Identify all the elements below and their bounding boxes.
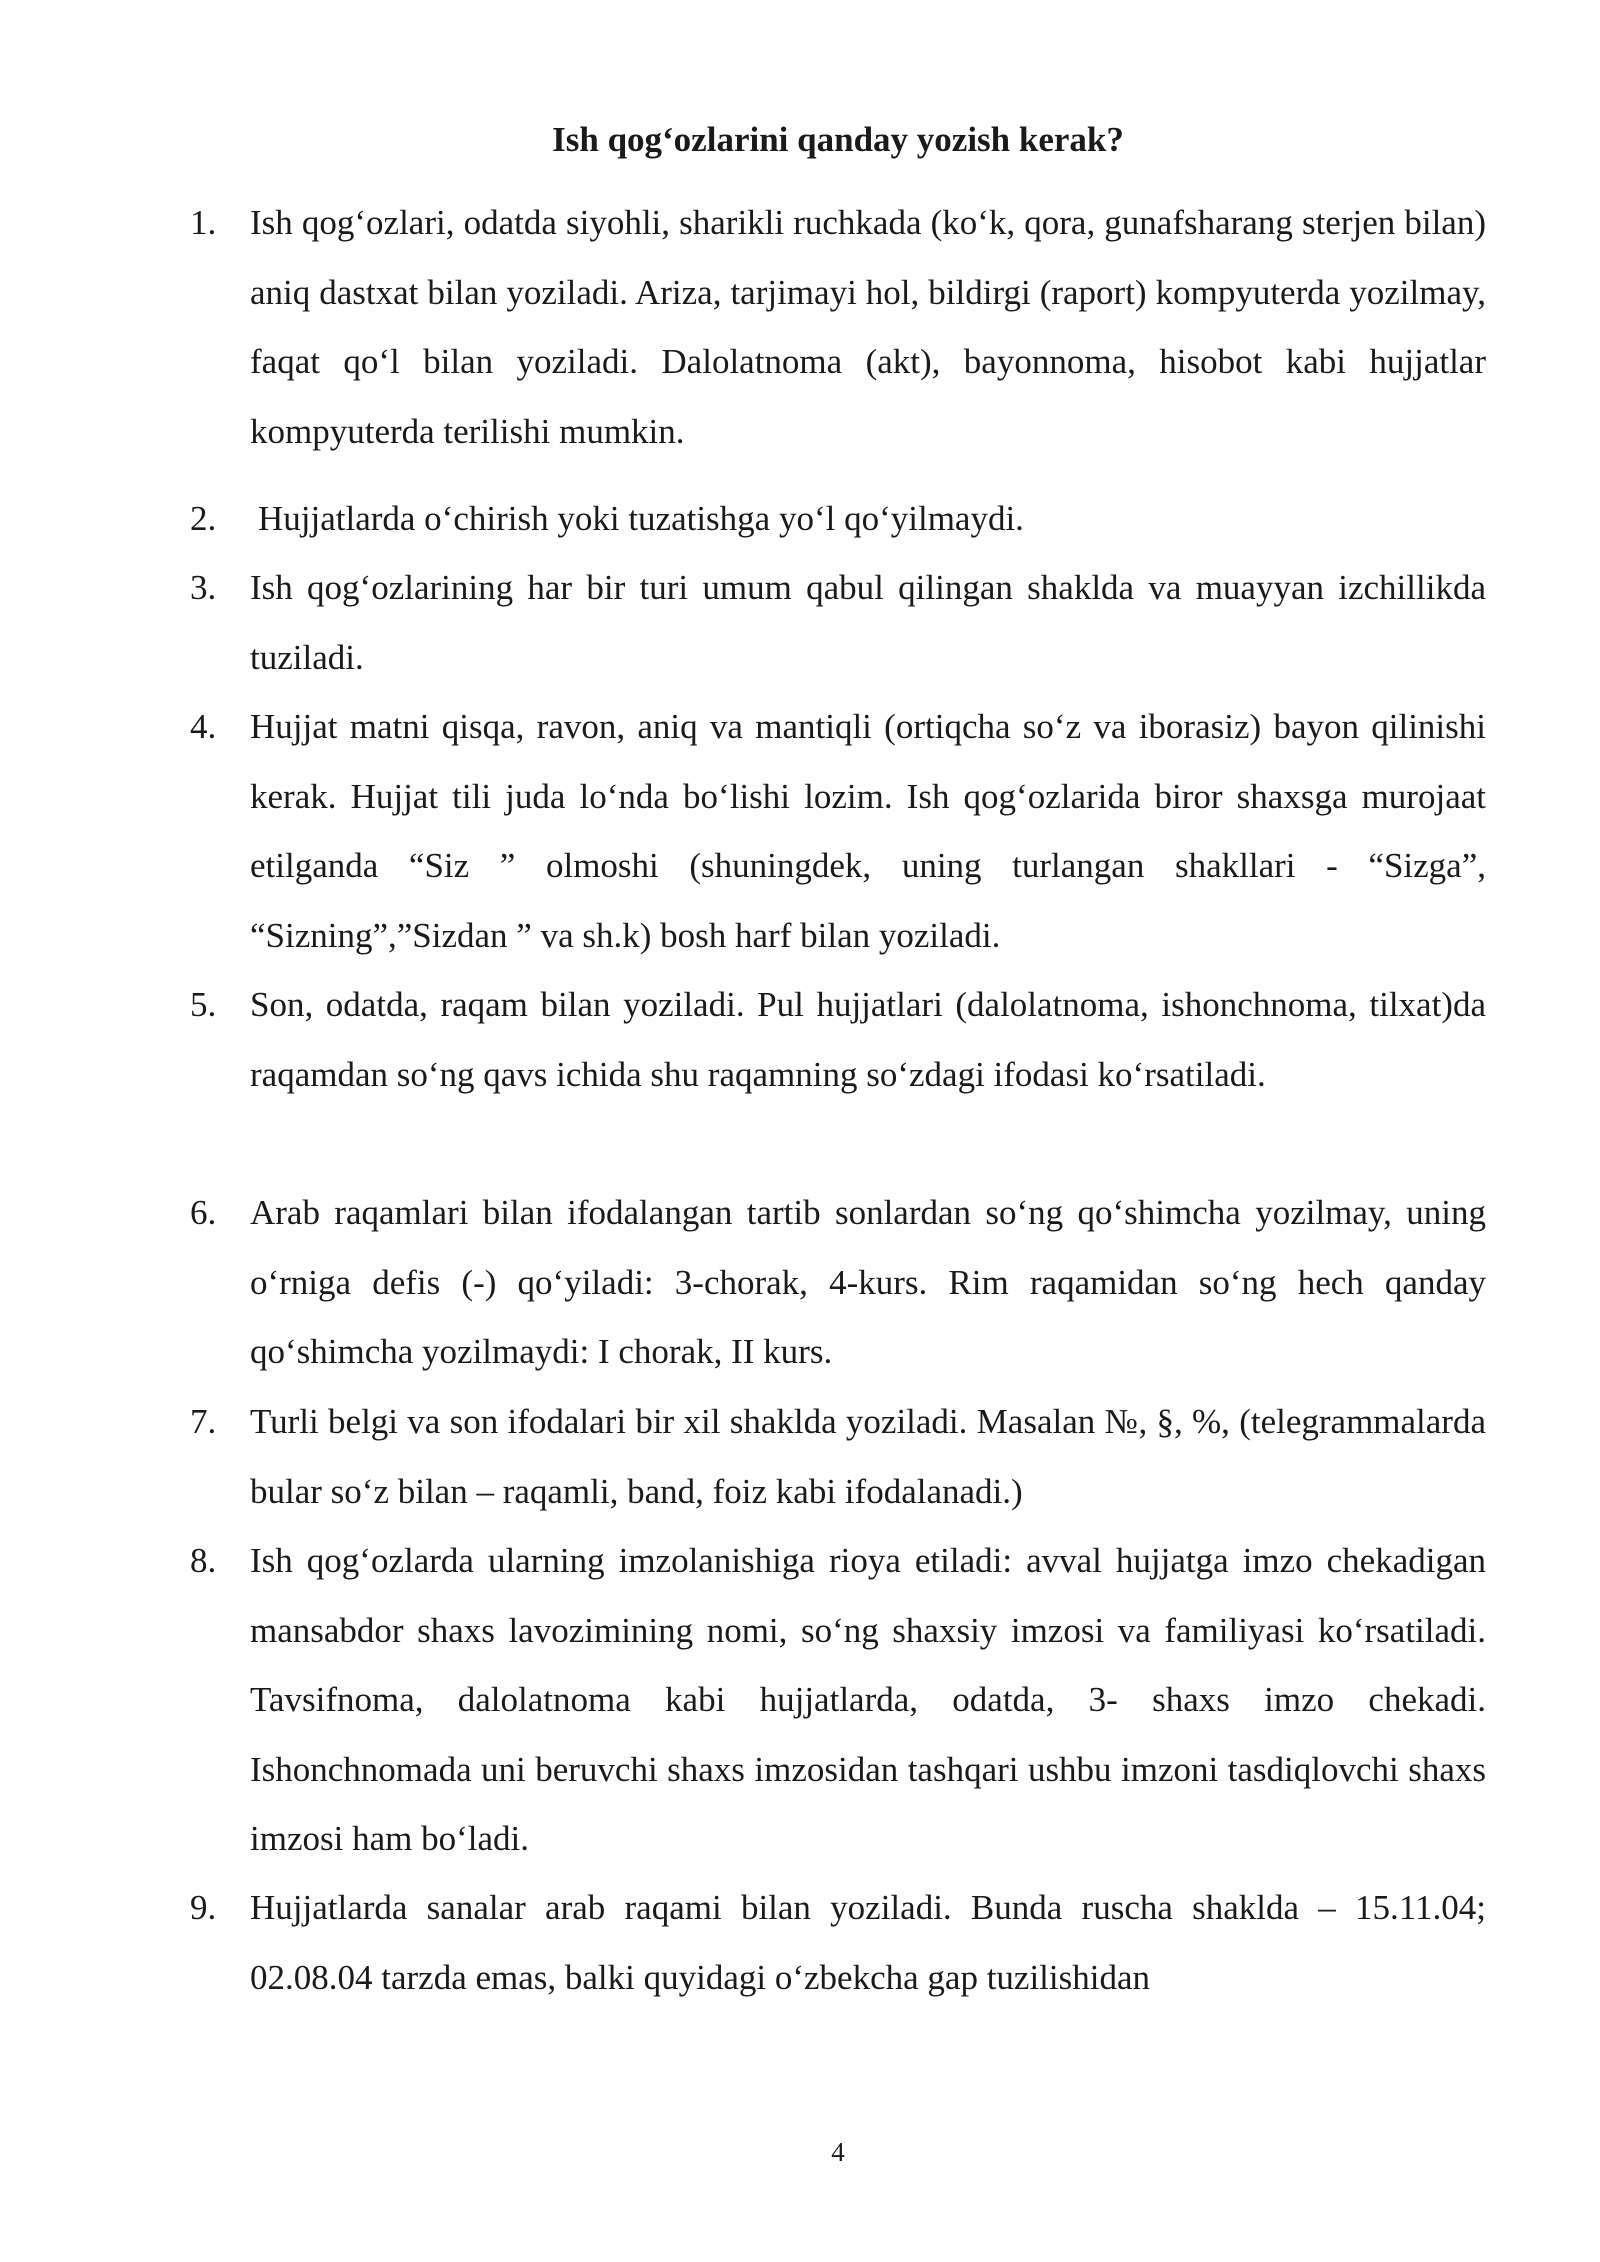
- page-title: Ish qog‘ozlarini qanday yozish kerak?: [552, 120, 1124, 159]
- item-text: Son, odatda, raqam bilan yoziladi. Pul hujjatlari (dalolatnoma, ishonchnoma, tilxat)da raqamdan so‘ng qavs ichida shu raqamning so‘zdagi ifodasi ko‘rsatiladi.: [250, 985, 1486, 1094]
- item-text: Hujjat matni qisqa, ravon, aniq va mantiqli (ortiqcha so‘z va iborasiz) bayon qilinishi kerak. Hujjat tili juda lo‘nda bo‘lishi lozim. Ish qog‘ozlarida biror shaxsga murojaat etilganda “Siz ” olmoshi (shuningdek, uning turlangan shakllari - “Sizga”, “Sizning”,”Sizdan ” va sh.k) bosh harf bilan yoziladi.: [250, 707, 1486, 955]
- page-number: 4: [831, 2137, 845, 2167]
- item-text: Hujjatlarda o‘chirish yoki tuzatishga yo‘l qo‘yilmaydi.: [258, 499, 1024, 538]
- item-number: 5.: [190, 985, 217, 1024]
- item-text: Ish qog‘ozlarining har bir turi umum qabul qilingan shaklda va muayyan izchillikda tuziladi.: [250, 568, 1486, 677]
- item-number: 6.: [190, 1193, 217, 1232]
- item-number: 4.: [190, 707, 217, 746]
- item-text: Hujjatlarda sanalar arab raqami bilan yoziladi. Bunda ruscha shaklda – 15.11.04; 02.08.04 tarzda emas, balki quyidagi o‘zbekcha gap tuzilishidan: [250, 1888, 1486, 1997]
- item-number: 1.: [190, 203, 217, 242]
- item-text: Ish qog‘ozlari, odatda siyohli, sharikli ruchkada (ko‘k, qora, gunafsharang sterjen bilan) aniq dastxat bilan yoziladi. Ariza, tarjimayi hol, bildirgi (raport) kompyuterda yozilmay, faqat qo‘l bilan yoziladi. Dalolatnoma (akt), bayonnoma, hisobot kabi hujjatlar kompyuterda terilishi mumkin.: [250, 203, 1486, 451]
- item-number: 3.: [190, 568, 217, 607]
- item-number: 7.: [190, 1402, 217, 1441]
- item-text: Ish qog‘ozlarda ularning imzolanishiga rioya etiladi: avval hujjatga imzo chekadigan mansabdor shaxs lavozimining nomi, so‘ng shaxsiy imzosi va familiyasi ko‘rsatiladi. Tavsifnoma, dalolatnoma kabi hujjatlarda, odatda, 3- shaxs imzo chekadi. Ishonchnomada uni beruvchi shaxs imzosidan tashqari ushbu imzoni tasdiqlovchi shaxs imzosi ham bo‘ladi.: [250, 1541, 1486, 1858]
- item-text: Arab raqamlari bilan ifodalangan tartib sonlardan so‘ng qo‘shimcha yozilmay, uning o‘rniga defis (-) qo‘yiladi: 3-chorak, 4-kurs. Rim raqamidan so‘ng hech qanday qo‘shimcha yozilmaydi: I chorak, II kurs.: [250, 1193, 1486, 1371]
- item-number: 9.: [190, 1888, 217, 1927]
- item-text: Turli belgi va son ifodalari bir xil shaklda yoziladi. Masalan №, §, %, (telegrammalarda bular so‘z bilan – raqamli, band, foiz kabi ifodalanadi.): [250, 1402, 1486, 1511]
- item-number: 8.: [190, 1541, 217, 1580]
- item-number: 2.: [190, 499, 217, 538]
